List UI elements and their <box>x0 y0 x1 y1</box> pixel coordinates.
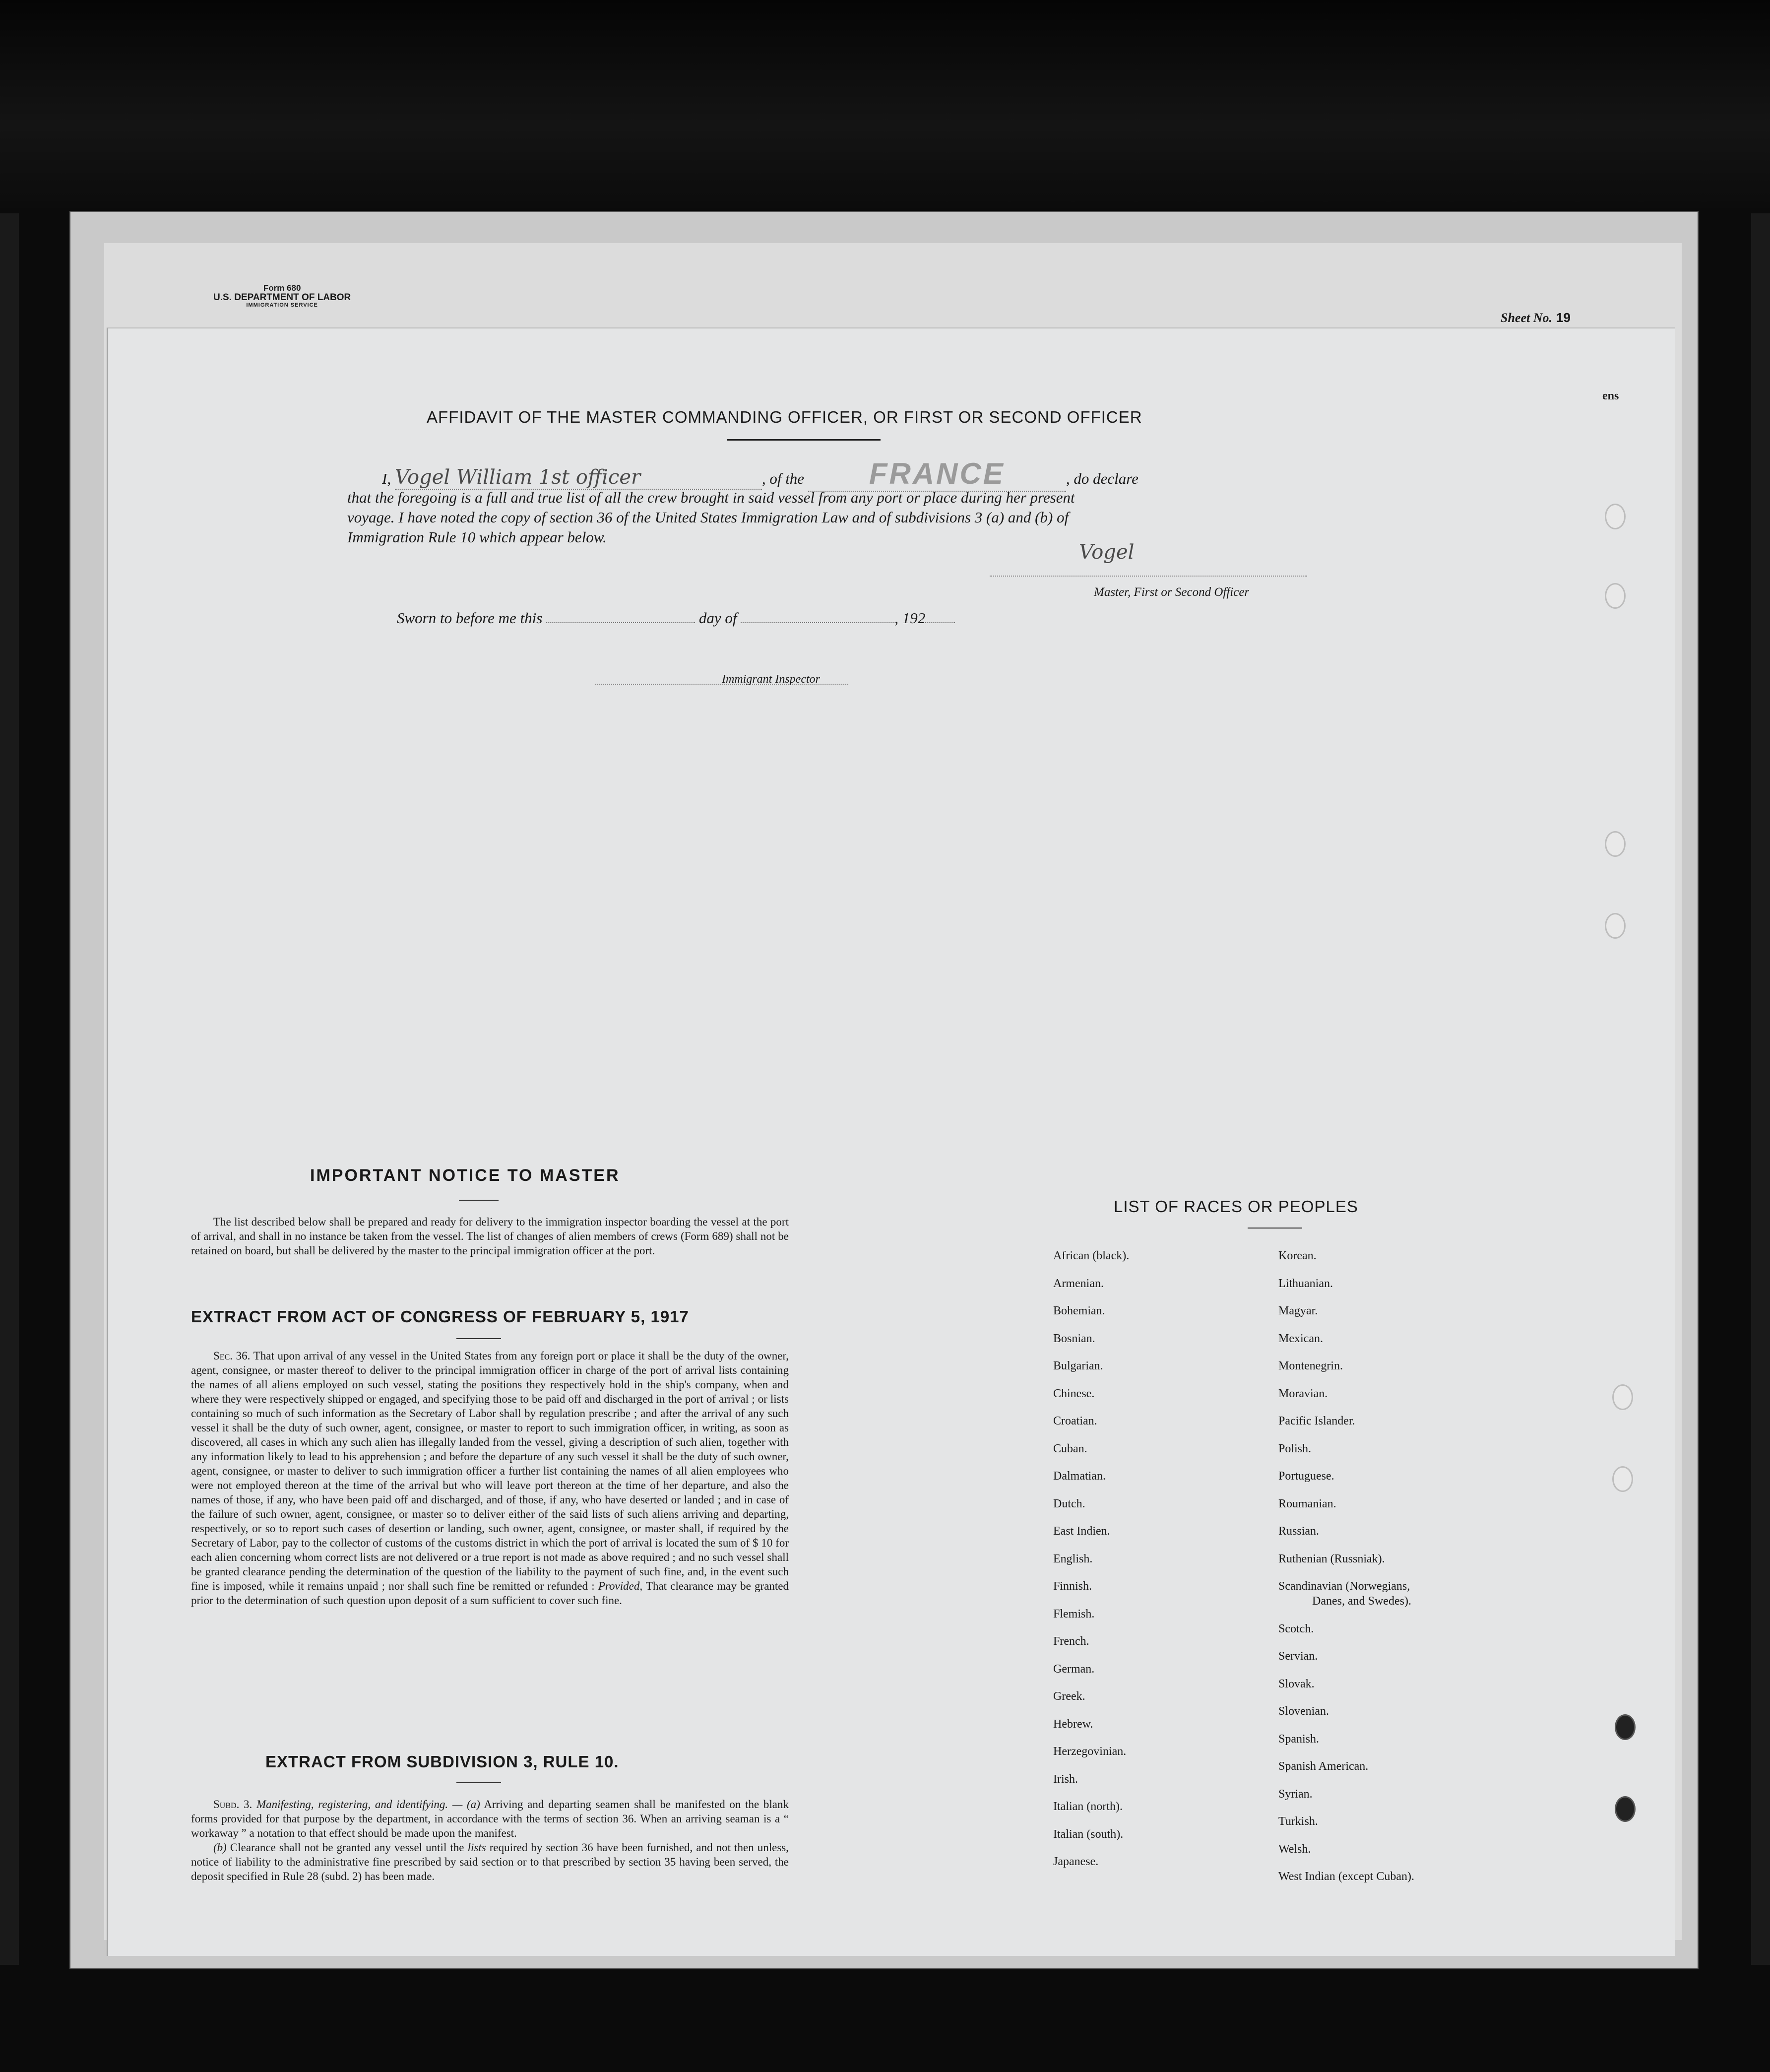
affidavit-title-rule <box>727 439 881 441</box>
subd-b-label: (b) <box>213 1841 227 1854</box>
race-item: Welsh. <box>1278 1842 1311 1856</box>
affidavit-title: AFFIDAVIT OF THE MASTER COMMANDING OFFICER, OR FIRST OR SECOND OFFICER <box>427 408 1142 426</box>
race-item: African (black). <box>1053 1249 1130 1262</box>
signature-line[interactable] <box>990 576 1307 577</box>
race-item: Lithuanian. <box>1278 1277 1333 1290</box>
left-edge-strip <box>0 213 19 1965</box>
race-item: Scandinavian (Norwegians, <box>1278 1580 1410 1593</box>
sworn-text: Sworn to before me this <box>397 609 543 627</box>
races-rule <box>1248 1228 1302 1229</box>
affidavit-line-2: that the foregoing is a full and true list of all the crew brought in said vessel from any port or place during her present <box>347 489 1075 506</box>
notice-text: The list described below shall be prepared and ready for delivery to the immigration inspector boarding the vessel at the port of arrival, and shall in no instance be taken from the vessel. The list of changes of alien members of crews (Form 689) shall not be retained on board, but shall be delivered by the master to the principal immigration officer at the port. <box>191 1216 789 1257</box>
binder-hole <box>1605 504 1626 529</box>
affidavit-intro: I, <box>382 470 391 487</box>
section-text: That upon arrival of any vessel in the United States from any foreign port or place it shall be the duty of the owner, agent, consignee, or master thereof to deliver to the principal immigration officer in charge of the port of arrival lists containing the names of all aliens employed on such vessel, stating the positions they respectively hold in the ship's company, when and where they were respectively shipped or engaged, and specifying those to be paid off and discharged in the port of arrival ; or lists containing so much of such information as the Secretary of Labor shall by regulation prescribe ; and after the arrival of any such vessel it shall be the duty of such owner, agent, consignee, or master to report to such immigration officer, in writing, as soon as discovered, all cases in which any such alien has illegally landed from the vessel, giving a description of such alien, together with any information likely to lead to his apprehension ; and before the departure of any such vessel it shall be the duty of such owner, agent, consignee, or master to deliver to such immigration officer a further list containing the names of all alien employees who were not employed thereon at the time of the arrival but who will leave port thereon at the time of her departure, and also the names of those, if any, who have been paid off and discharged, and of those, if any, who have deserted or landed ; and in case of the failure of such owner, agent, consignee, or master so to deliver either of the said lists of such aliens arriving and departing, respectively, or so to report such cases of desertion or landing, such owner, agent, consignee, or master shall, if required by the Secretary of Labor, pay to the collector of customs of the customs district in which the port of arrival is located the sum of $ 10 for each alien concerning whom correct lists are not delivered or a true report is not made as above required ; and no such vessel shall be granted clearance pending the determination of the question of the liability to the payment of such fine, and, in the event such fine is imposed, while it remains unpaid ; nor shall such fine be remitted or refunded : <box>191 1350 789 1592</box>
scan-background-top <box>0 0 1770 208</box>
service-name: IMMIGRATION SERVICE <box>246 302 318 308</box>
department-name: U.S. DEPARTMENT OF LABOR <box>213 292 351 303</box>
extract-act-rule <box>456 1338 501 1339</box>
race-item: Irish. <box>1053 1772 1078 1786</box>
race-item: Korean. <box>1278 1249 1317 1262</box>
signature-caption: Master, First or Second Officer <box>1094 585 1250 599</box>
race-item: Bosnian. <box>1053 1332 1095 1345</box>
race-item: Bohemian. <box>1053 1304 1105 1317</box>
race-item: Spanish American. <box>1278 1760 1369 1773</box>
race-item: Armenian. <box>1053 1277 1104 1290</box>
race-item: Italian (south). <box>1053 1827 1124 1841</box>
binder-hole <box>1612 1384 1633 1410</box>
affidavit-line-4: Immigration Rule 10 which appear below. <box>347 528 607 546</box>
races-title: LIST OF RACES OR PEOPLES <box>1114 1197 1358 1216</box>
race-item: English. <box>1053 1552 1093 1565</box>
day-of-text: day of <box>698 609 737 627</box>
extract-act-title: EXTRACT FROM ACT OF CONGRESS OF FEBRUARY 5, 1917 <box>191 1307 689 1326</box>
subd-b-text-2: required by section 36 have been furnished, and not then unless, notice of liability to the administrative fine prescribed by said section or to that prescribed by section 35 having been served, the deposit specified in Rule 28 (subd. 2) has been made. <box>191 1841 789 1882</box>
subd-a-text: Arriving and departing seamen shall be manifested on the blank forms provided for that purpose by the department, in accordance with the terms of section 36. When an arriving seaman is a “ workaway ” a notation to that effect should be made upon the manifest. <box>191 1798 789 1839</box>
section-label: Sec. 36. <box>213 1350 251 1362</box>
notice-text-block <box>191 1215 789 1258</box>
subd-label: Subd. 3. <box>213 1798 253 1811</box>
race-item: Pacific Islander. <box>1278 1415 1355 1427</box>
race-item: Montenegrin. <box>1278 1360 1343 1372</box>
vessel-name-field[interactable] <box>808 456 1066 492</box>
binder-hole <box>1605 583 1626 609</box>
do-declare-text: , do declare <box>1066 470 1138 487</box>
sheet-number-field <box>1501 310 1571 325</box>
sworn-day-field[interactable] <box>546 622 695 623</box>
extract-act-text-block <box>191 1349 789 1608</box>
race-item: Scotch. <box>1278 1622 1314 1635</box>
race-item: Hebrew. <box>1053 1717 1093 1731</box>
sworn-month-field[interactable] <box>741 622 894 623</box>
race-item: Flemish. <box>1053 1607 1095 1620</box>
sworn-line <box>397 609 955 627</box>
race-item: Mexican. <box>1278 1332 1323 1345</box>
race-item: Croatian. <box>1053 1415 1097 1427</box>
subd-b-lists: lists <box>467 1841 486 1854</box>
race-item: Dutch. <box>1053 1497 1085 1510</box>
race-item: Finnish. <box>1053 1580 1092 1593</box>
race-item: German. <box>1053 1662 1095 1676</box>
race-item: Moravian. <box>1278 1387 1328 1400</box>
race-item: Danes, and Swedes). <box>1312 1595 1411 1608</box>
sheet-label: Sheet No. <box>1501 311 1552 325</box>
vessel-stamp: FRANCE <box>869 457 1005 490</box>
right-edge-strip <box>1751 213 1770 1965</box>
inspector-caption: Immigrant Inspector <box>722 673 820 686</box>
race-item: Japanese. <box>1053 1855 1099 1868</box>
affidavit-line-3: voyage. I have noted the copy of section 36 of the United States Immigration Law and of subdivisions 3 (a) and (b) of <box>347 509 1069 526</box>
notice-title: IMPORTANT NOTICE TO MASTER <box>310 1166 620 1185</box>
binder-hole <box>1605 831 1626 857</box>
subd-a-label: — (a) <box>452 1798 480 1811</box>
binder-hole <box>1612 1466 1633 1492</box>
subd-b-text-1: Clearance shall not be granted any vessel until the <box>230 1841 464 1854</box>
subd-heading: Manifesting, registering, and identifying. <box>256 1798 448 1811</box>
race-item: French. <box>1053 1635 1089 1648</box>
binder-hole-dark <box>1615 1714 1636 1740</box>
officer-name-field[interactable] <box>395 466 762 490</box>
notice-rule <box>459 1200 499 1201</box>
form-header <box>213 284 351 308</box>
of-the-text: , of the <box>761 470 805 487</box>
officer-name-handwritten: Vogel William 1st officer <box>394 466 641 489</box>
race-item: Slovak. <box>1278 1677 1315 1690</box>
race-item: West Indian (except Cuban). <box>1278 1870 1414 1883</box>
race-item: Italian (north). <box>1053 1800 1123 1813</box>
extract-rule-title: EXTRACT FROM SUBDIVISION 3, RULE 10. <box>265 1752 619 1771</box>
form-number: Form 680 <box>263 283 301 293</box>
race-item: Roumanian. <box>1278 1497 1336 1510</box>
race-item: Syrian. <box>1278 1787 1313 1801</box>
binder-hole <box>1605 913 1626 939</box>
race-item: Bulgarian. <box>1053 1360 1103 1372</box>
race-item: Russian. <box>1278 1525 1320 1538</box>
race-item: Spanish. <box>1278 1732 1320 1746</box>
race-item: Portuguese. <box>1278 1470 1334 1483</box>
provided-text: That clearance may be granted prior to the determination of such question upon deposit of a sum sufficient to cover such fine. <box>191 1580 789 1607</box>
race-item: Greek. <box>1053 1690 1085 1703</box>
race-item: Herzegovinian. <box>1053 1745 1127 1758</box>
race-item: Magyar. <box>1278 1304 1318 1317</box>
sworn-year-field[interactable] <box>925 622 955 623</box>
sheet-number: 19 <box>1556 310 1571 325</box>
race-item: Polish. <box>1278 1442 1312 1455</box>
extract-rule-text-block <box>191 1797 789 1883</box>
binder-hole-dark <box>1615 1796 1636 1822</box>
race-item: Cuban. <box>1053 1442 1087 1455</box>
year-prefix: , 192 <box>894 609 926 627</box>
affidavit-line-1 <box>382 456 1138 492</box>
race-item: Chinese. <box>1053 1387 1095 1400</box>
signature-handwritten: Vogel <box>1079 541 1135 564</box>
race-item: East Indien. <box>1053 1525 1110 1538</box>
race-item: Dalmatian. <box>1053 1470 1106 1483</box>
document-page <box>107 327 1675 1956</box>
race-item: Slovenian. <box>1278 1705 1329 1718</box>
provided-label: Provided, <box>598 1580 643 1592</box>
extract-rule-rule <box>456 1782 501 1783</box>
race-item: Ruthenian (Russniak). <box>1278 1552 1385 1565</box>
race-item: Servian. <box>1278 1650 1318 1663</box>
race-item: Turkish. <box>1278 1815 1318 1828</box>
edge-text: ens <box>1602 389 1619 402</box>
